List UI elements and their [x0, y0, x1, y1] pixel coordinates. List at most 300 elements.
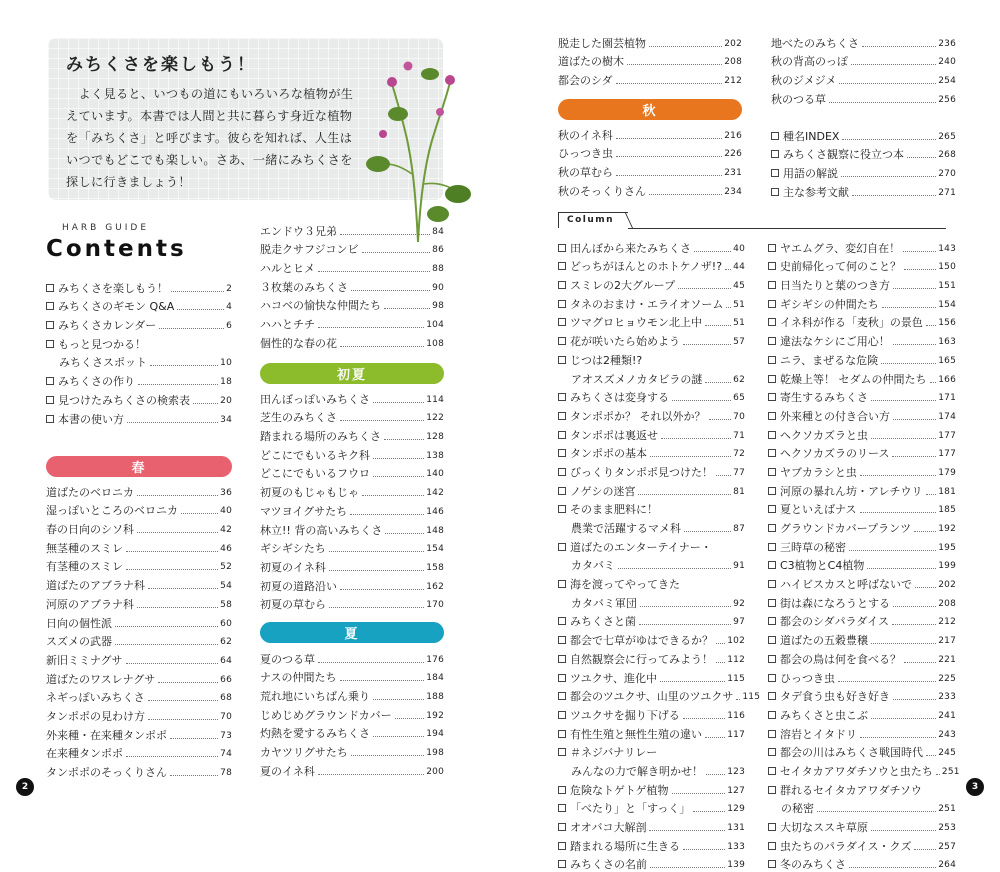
- dotted-leader: [871, 438, 936, 439]
- checkbox-square-icon: [768, 449, 776, 457]
- checkbox-square-icon: [558, 356, 566, 364]
- dotted-leader: [395, 718, 425, 719]
- toc-page-number: 170: [426, 600, 444, 611]
- toc-entry: [771, 51, 956, 70]
- toc-entry-title: みちくさ観察に役立つ本: [771, 148, 904, 162]
- dotted-leader: [350, 514, 424, 515]
- toc-entry: [558, 293, 745, 312]
- dotted-leader: [181, 513, 218, 514]
- toc-entry: [46, 724, 232, 743]
- toc-entry-title: ハコベの愉快な仲間たち: [260, 299, 381, 313]
- dotted-leader: [127, 422, 218, 423]
- dotted-leader: [851, 64, 936, 65]
- dotted-leader: [618, 568, 731, 569]
- dotted-leader: [385, 533, 424, 534]
- toc-entry: [768, 723, 956, 742]
- toc-page-number: 4: [226, 302, 232, 313]
- toc-page-number: 98: [432, 301, 444, 312]
- toc-entry: [46, 593, 232, 612]
- dotted-leader: [340, 346, 424, 347]
- checkbox-square-icon: [768, 300, 776, 308]
- checkbox-square-icon: [558, 748, 566, 756]
- dotted-leader: [716, 475, 731, 476]
- toc-page-number: 212: [938, 617, 956, 628]
- toc-entry-title: みちくさは変身する: [558, 391, 669, 405]
- toc-page-number: 143: [938, 243, 956, 254]
- checkbox-square-icon: [768, 860, 776, 868]
- toc-entry-title: 脱走した園芸植物: [558, 36, 646, 50]
- toc-page-number: 123: [727, 766, 745, 777]
- dotted-leader: [705, 737, 725, 738]
- toc-page-number: 257: [938, 841, 956, 852]
- dotted-leader: [881, 363, 936, 364]
- page-number-left: 2: [16, 778, 34, 796]
- toc-entry-title: 夏といえばナス: [768, 503, 857, 517]
- dotted-leader: [725, 269, 731, 270]
- toc-page-number: 68: [220, 693, 232, 704]
- toc-aki-continued: [771, 32, 956, 107]
- toc-entry-title: スズメの武器: [46, 635, 112, 649]
- checkbox-square-icon: [771, 132, 779, 140]
- toc-page-number: 42: [220, 525, 232, 536]
- toc-entry: [558, 443, 745, 462]
- dotted-leader: [694, 251, 731, 252]
- toc-entry-title: そのまま肥料に！: [558, 503, 658, 517]
- dotted-leader: [893, 699, 936, 700]
- toc-entry-title: マツヨイグサたち: [260, 504, 348, 518]
- dotted-leader: [849, 550, 936, 551]
- toc-entry-title: ハルとヒメ: [260, 262, 315, 276]
- toc-page-number: 45: [733, 281, 745, 292]
- dotted-leader: [126, 663, 219, 664]
- toc-entry: [46, 296, 232, 315]
- dotted-leader: [915, 587, 936, 588]
- checkbox-square-icon: [768, 767, 776, 775]
- toc-entry: [558, 461, 745, 480]
- intro-title: みちくさを楽しもう！: [66, 55, 256, 75]
- toc-page-number: 62: [220, 637, 232, 648]
- checkbox-square-icon: [558, 786, 566, 794]
- toc-entry: [46, 518, 232, 537]
- toc-page-number: 146: [426, 506, 444, 517]
- checkbox-square-icon: [558, 842, 566, 850]
- toc-page-number: 271: [938, 187, 956, 198]
- toc-page-number: 128: [426, 432, 444, 443]
- dotted-leader: [650, 456, 731, 457]
- dotted-leader: [684, 531, 731, 532]
- contents-title: Contents: [46, 236, 187, 262]
- toc-entry: [260, 257, 444, 276]
- toc-entry: [46, 612, 232, 631]
- toc-page-number: 241: [938, 710, 956, 721]
- checkbox-square-icon: [768, 543, 776, 551]
- checkbox-square-icon: [768, 655, 776, 663]
- toc-entry: [771, 181, 956, 200]
- checkbox-square-icon: [768, 524, 776, 532]
- toc-page-number: 115: [742, 692, 761, 703]
- toc-page-number: 64: [220, 655, 232, 666]
- toc-entry-title: 踏まれる場所に生きる: [558, 840, 680, 854]
- toc-entry: [46, 761, 232, 780]
- toc-entry-title: セイタカアワダチソウと虫たち: [768, 765, 933, 779]
- toc-page-number: 251: [941, 766, 960, 777]
- toc-entry: [558, 256, 745, 275]
- toc-entry: [558, 312, 745, 331]
- toc-page-number: 188: [426, 692, 444, 703]
- toc-entry-title: ひっつき虫: [558, 147, 613, 161]
- toc-entry-title: 秋の背高のっぽ: [771, 55, 848, 69]
- toc-index: [771, 125, 956, 200]
- toc-entry-title: 自然観察会に行ってみよう！: [558, 653, 713, 667]
- toc-page-number: 174: [938, 411, 956, 422]
- toc-page-number: 36: [220, 487, 232, 498]
- toc-entry-title: 有茎種のスミレ: [46, 560, 123, 574]
- toc-page-number: 117: [727, 729, 745, 740]
- toc-page-number: 138: [426, 450, 444, 461]
- toc-entry-title: 都会で七草がゆはできるか？: [558, 634, 713, 648]
- checkbox-square-icon: [768, 561, 776, 569]
- toc-entry-title: 乾燥上等！ セダムの仲間たち: [768, 373, 927, 387]
- checkbox-square-icon: [558, 580, 566, 588]
- toc-entry-title: 秋のつる草: [771, 92, 826, 106]
- dotted-leader: [137, 495, 218, 496]
- toc-page-number: 177: [938, 449, 956, 460]
- toc-page-number: 115: [727, 673, 745, 684]
- toc-page-number: 77: [733, 467, 745, 478]
- toc-page-number: 72: [733, 449, 745, 460]
- dotted-leader: [193, 403, 218, 404]
- toc-entry-title: カタバミ: [571, 559, 615, 573]
- toc-page-number: 54: [220, 581, 232, 592]
- toc-entry: [558, 330, 745, 349]
- toc-entry: [768, 536, 956, 555]
- toc-page-number: 97: [733, 617, 745, 628]
- dotted-leader: [672, 793, 726, 794]
- checkbox-square-icon: [558, 730, 566, 738]
- toc-entry-title: アオスズメノカタビラの謎: [571, 372, 703, 386]
- toc-entry: [768, 368, 956, 387]
- toc-entry: [768, 798, 956, 817]
- toc-page-number: 256: [938, 94, 956, 105]
- toc-page-number: 58: [220, 599, 232, 610]
- checkbox-square-icon: [558, 617, 566, 625]
- toc-natsu-continued: [558, 32, 742, 88]
- toc-entry: [260, 295, 444, 314]
- toc-entry: [260, 556, 444, 575]
- toc-page-number: 112: [727, 654, 745, 665]
- toc-page-number: 81: [733, 486, 745, 497]
- toc-entry-title: 花が咲いたら始めよう: [558, 335, 680, 349]
- toc-page-number: 102: [727, 636, 745, 647]
- toc-entry: [558, 405, 745, 424]
- toc-entry-title: 種名INDEX: [771, 130, 839, 144]
- dotted-leader: [177, 309, 224, 310]
- dotted-leader: [340, 420, 424, 421]
- toc-entry: [46, 649, 232, 668]
- toc-entry-title: スミレの2大グループ: [558, 279, 675, 293]
- toc-entry-title: 日向の個性派: [46, 616, 112, 630]
- toc-entry-title: 田んぼから来たみちくさ: [558, 242, 691, 256]
- toc-page-number: 51: [733, 299, 745, 310]
- checkbox-square-icon: [558, 505, 566, 513]
- toc-page-number: 70: [220, 711, 232, 722]
- checkbox-square-icon: [558, 468, 566, 476]
- toc-entry-title: ハハとチチ: [260, 318, 315, 332]
- dotted-leader: [170, 738, 218, 739]
- toc-entry-title: タンポポの見わけ方: [46, 709, 145, 723]
- toc-entry-title: タンポポか？ それ以外か？: [558, 410, 706, 424]
- toc-entry: [768, 779, 956, 798]
- dotted-leader: [373, 476, 424, 477]
- toc-entry: [260, 332, 444, 351]
- toc-page-number: 233: [938, 692, 956, 703]
- checkbox-square-icon: [768, 674, 776, 682]
- checkbox-square-icon: [768, 842, 776, 850]
- toc-entry-title: 冬のみちくさ: [768, 858, 846, 872]
- toc-page-number: 179: [938, 467, 956, 478]
- toc-entry-title: 虫たちのパラダイス・クズ: [768, 840, 911, 854]
- dotted-leader: [318, 774, 424, 775]
- toc-page-number: 151: [938, 281, 956, 292]
- checkbox-square-icon: [46, 340, 54, 348]
- toc-page-number: 86: [432, 245, 444, 256]
- toc-entry-title: 都会のシダパラダイス: [768, 615, 889, 629]
- toc-entry: [260, 575, 444, 594]
- dotted-leader: [373, 458, 424, 459]
- toc-page-number: 225: [938, 673, 956, 684]
- toc-entry-title: グラウンドカバープランツ: [768, 522, 911, 536]
- toc-entry-title: どこにでもいるキク科: [260, 448, 370, 462]
- toc-entry: [768, 424, 956, 443]
- toc-page-number: 70: [733, 411, 745, 422]
- dotted-leader: [650, 867, 725, 868]
- dotted-leader: [126, 756, 218, 757]
- checkbox-square-icon: [768, 599, 776, 607]
- dotted-leader: [736, 699, 740, 700]
- toc-entry: [768, 573, 956, 592]
- checkbox-square-icon: [768, 580, 776, 588]
- dotted-leader: [661, 438, 731, 439]
- toc-page-number: 200: [426, 766, 444, 777]
- toc-page-number: 84: [432, 226, 444, 237]
- checkbox-square-icon: [558, 300, 566, 308]
- checkbox-square-icon: [558, 262, 566, 270]
- section-haru: 春: [46, 456, 232, 477]
- toc-page-number: 208: [724, 57, 742, 68]
- checkbox-square-icon: [558, 412, 566, 420]
- toc-entry-title: もっと見つかる！: [46, 338, 146, 352]
- dotted-leader: [126, 551, 218, 552]
- toc-page-number: 20: [220, 395, 232, 406]
- checkbox-square-icon: [768, 393, 776, 401]
- toc-entry-title: みちくさカレンダー: [46, 319, 156, 333]
- toc-entry-title: 河原のアブラナ科: [46, 597, 134, 611]
- toc-entry: [558, 779, 745, 798]
- toc-page-number: 268: [938, 150, 956, 161]
- toc-entry: [558, 536, 745, 555]
- toc-page-number: 265: [938, 131, 956, 142]
- toc-page-number: 254: [938, 76, 956, 87]
- toc-entry: [558, 667, 745, 686]
- toc-entry-title: 秋のジメジメ: [771, 74, 837, 88]
- toc-entry-title: 群れるセイタカアワダチソウ: [768, 784, 922, 798]
- checkbox-square-icon: [558, 860, 566, 868]
- dotted-leader: [907, 157, 936, 158]
- toc-entry: [558, 69, 742, 88]
- dotted-leader: [649, 46, 722, 47]
- dotted-leader: [148, 700, 218, 701]
- dotted-leader: [871, 718, 936, 719]
- toc-entry-title: びっくりタンポポ見つけた！: [558, 466, 713, 480]
- toc-entry-title: 有性生殖と無性生殖の違い: [558, 728, 702, 742]
- toc-page-number: 176: [426, 654, 444, 665]
- toc-page-number: 122: [426, 413, 444, 424]
- toc-page-number: 40: [733, 243, 745, 254]
- toc-entry: [558, 124, 742, 143]
- toc-entry: [771, 162, 956, 181]
- dotted-leader: [936, 774, 940, 775]
- checkbox-square-icon: [768, 692, 776, 700]
- geranium-plant-illustration: [368, 54, 468, 244]
- toc-entry-title: 都会の川はみちくさ戦国時代: [768, 746, 923, 760]
- toc-entry-title: 新旧ミミナグサ: [46, 653, 123, 667]
- toc-page-number: 140: [426, 469, 444, 480]
- toc-entry-title: タンポポのそっくりさん: [46, 766, 167, 779]
- dotted-leader: [171, 291, 224, 292]
- toc-entry-title: みちくさの名前: [558, 858, 647, 872]
- toc-entry-title: 無茎種のスミレ: [46, 541, 123, 555]
- toc-page-number: 78: [220, 768, 232, 778]
- toc-entry: [260, 741, 444, 760]
- toc-entry: [558, 51, 742, 70]
- toc-page-number: 6: [226, 321, 232, 332]
- toc-page-number: 114: [426, 394, 444, 405]
- dotted-leader: [318, 662, 424, 663]
- dotted-leader: [340, 234, 430, 235]
- toc-entry-title: みんなの力で解き明かせ！: [571, 764, 703, 778]
- dotted-leader: [318, 327, 424, 328]
- checkbox-square-icon: [558, 318, 566, 326]
- toc-entry-title: みちくさと菌: [558, 615, 636, 629]
- toc-entry-title: の秘密: [781, 802, 814, 816]
- checkbox-square-icon: [558, 674, 566, 682]
- toc-entry-title: エンドウ３兄弟: [260, 224, 337, 238]
- toc-entry: [768, 461, 956, 480]
- toc-entry-title: 道ばたの五穀豊穣: [768, 634, 868, 648]
- toc-page-number: 116: [727, 710, 745, 721]
- section-natsu: 夏: [260, 622, 444, 643]
- toc-entry-title: 夏のつる草: [260, 652, 315, 666]
- toc-entry: [768, 854, 956, 872]
- toc-entry: [558, 274, 745, 293]
- toc-page-number: 194: [426, 729, 444, 740]
- toc-entry-title: 湿っぽいところのベロニカ: [46, 504, 178, 518]
- dotted-leader: [683, 849, 725, 850]
- toc-page-number: 142: [426, 488, 444, 499]
- checkbox-square-icon: [558, 804, 566, 812]
- toc-page-number: 264: [938, 860, 956, 871]
- dotted-leader: [138, 384, 218, 385]
- toc-entry: [768, 499, 956, 518]
- toc-entry: [558, 835, 745, 854]
- toc-entry: [558, 480, 745, 499]
- dotted-leader: [649, 194, 722, 195]
- dotted-leader: [678, 288, 731, 289]
- toc-entry: [768, 349, 956, 368]
- toc-entry-title: 道ばたのベロニカ: [46, 485, 134, 499]
- toc-entry-title: 脱走クサフジコンビ: [260, 243, 359, 257]
- toc-entry: [558, 517, 745, 536]
- toc-entry-title: 初夏のイネ科: [260, 560, 326, 574]
- toc-page-number: 154: [938, 299, 956, 310]
- toc-page-number: 171: [938, 393, 956, 404]
- dotted-leader: [892, 624, 936, 625]
- toc-page-number: 139: [727, 860, 745, 871]
- toc-entry: [260, 648, 444, 667]
- toc-entry-title: じつは2種類!?: [558, 354, 642, 368]
- dotted-leader: [849, 867, 936, 868]
- section-aki: 秋: [558, 99, 742, 120]
- toc-entry: [558, 573, 745, 592]
- toc-entry: [768, 592, 956, 611]
- toc-page-number: 154: [426, 544, 444, 555]
- toc-shoka: [260, 388, 444, 612]
- toc-entry: [558, 143, 742, 162]
- toc-entry: [260, 407, 444, 426]
- toc-page-number: 240: [938, 57, 956, 68]
- section-shoka: 初夏: [260, 363, 444, 384]
- toc-entry: [558, 592, 745, 611]
- toc-entry: [260, 519, 444, 538]
- checkbox-square-icon: [768, 375, 776, 383]
- toc-entry: [260, 685, 444, 704]
- toc-entry: [260, 538, 444, 557]
- toc-entry: [558, 648, 745, 667]
- toc-haru-continued: [260, 220, 444, 351]
- dotted-leader: [373, 402, 424, 403]
- toc-entry: [768, 237, 956, 256]
- toc-page-number: 253: [938, 823, 956, 833]
- toc-page-number: 251: [938, 804, 956, 815]
- toc-entry-title: 秋の草むら: [558, 166, 613, 180]
- dotted-leader: [329, 551, 424, 552]
- toc-entry: [558, 349, 745, 368]
- dotted-leader: [817, 811, 936, 812]
- toc-page-number: 92: [733, 598, 745, 609]
- checkbox-square-icon: [558, 393, 566, 401]
- toc-entry-title: ヤブカラシと虫: [768, 466, 857, 480]
- toc-column-right: [768, 237, 960, 872]
- checkbox-square-icon: [46, 302, 54, 310]
- toc-entry: [768, 686, 956, 705]
- dotted-leader: [705, 382, 731, 383]
- dotted-leader: [318, 271, 430, 272]
- toc-entry: [768, 330, 956, 349]
- toc-page-number: 221: [938, 654, 956, 665]
- toc-entry: [771, 69, 956, 88]
- dotted-leader: [838, 681, 936, 682]
- toc-page-number: 57: [733, 337, 745, 348]
- checkbox-square-icon: [558, 337, 566, 345]
- toc-entry-title: ニラ、まぜるな危険: [768, 354, 878, 368]
- toc-entry: [260, 500, 444, 519]
- toc-entry-title: 史前帰化って何のこと？: [768, 260, 901, 274]
- toc-page-number: 181: [938, 486, 956, 497]
- checkbox-square-icon: [768, 748, 776, 756]
- toc-entry: [558, 611, 745, 630]
- toc-entry-title: カヤツリグサたち: [260, 746, 348, 760]
- toc-entry-title: 田んぼっぽいみちくさ: [260, 392, 370, 406]
